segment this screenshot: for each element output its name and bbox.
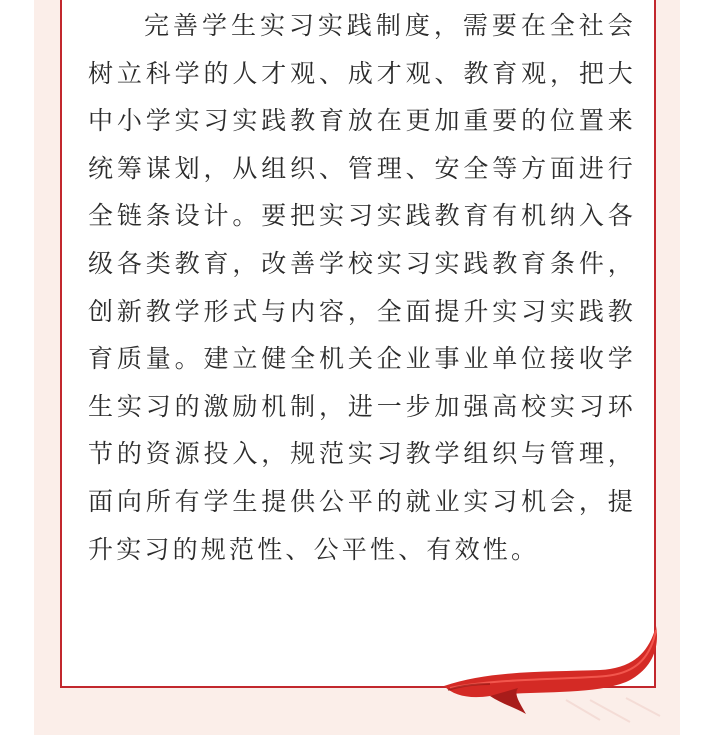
article-paragraph: 完善学生实习实践制度，需要在全社会树立科学的人才观、成才观、教育观，把大中小学实习实践教育放在更加重要的位置来统筹谋划，从组织、管理、安全等方面进行全链条设计。要把实习实践教育有机纳入各级各类教育，改善学校实习实践教育条件，创新教学形式与内容，全面提升实习实践教育质量。建立健全机关企业事业单位接收学生实习的激励机制，进一步加强高校实习环节的资源投入，规范实习教学组织与管理，面向所有学生提供公平的就业实习机会，提升实习的规范性、公平性、有效性。: [88, 11, 636, 564]
watermark-ornament-icon: [560, 690, 670, 730]
